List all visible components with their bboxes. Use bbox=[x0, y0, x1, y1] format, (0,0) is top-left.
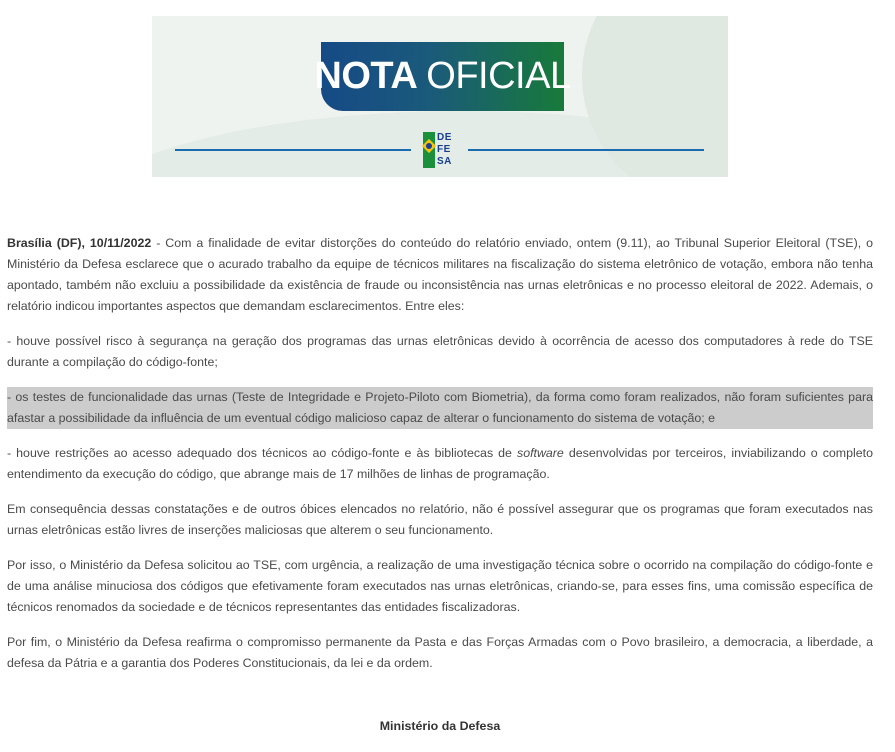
paragraph-request: Por isso, o Ministério da Defesa solicitou ao TSE, com urgência, a realização de uma investigação técnica sobre o ocorrido na compilação do código-fonte e de uma análise minuciosa dos códigos que efetivamente foram executados nas urnas eletrônicas, criando-se, para esses fins, uma comissão específica de técnicos renomados da sociedade e de técnicos representantes das entidades fiscalizadoras. bbox=[7, 558, 873, 614]
logo-wordmark bbox=[437, 132, 452, 168]
banner-divider-right bbox=[468, 149, 704, 151]
article-body bbox=[7, 233, 873, 688]
item3-text-before: - houve restrições ao acesso adequado dos técnicos ao código-fonte e às bibliotecas de bbox=[7, 446, 517, 460]
intro-paragraph bbox=[7, 233, 873, 317]
list-item-2-highlighted: - os testes de funcionalidade das urnas (Teste de Integridade e Projeto-Piloto com Biometria), da forma como foram realizados, não foram suficientes para afastar a possibilidade da influência de um eventual código malicioso capaz de alterar o funcionamento do sistema de votação; e bbox=[7, 387, 873, 429]
logo-text-line: DE bbox=[437, 132, 452, 143]
list-item-1: - houve possível risco à segurança na geração dos programas das urnas eletrônicas devido à ocorrência de acesso dos computadores à rede do TSE durante a compilação do código-fonte; bbox=[7, 334, 873, 369]
banner-title bbox=[314, 42, 571, 111]
banner-title-light: OFICIAL bbox=[426, 55, 571, 97]
nota-oficial-banner bbox=[152, 16, 728, 177]
logo-text-line: SA bbox=[437, 156, 452, 167]
list-item-3 bbox=[7, 443, 873, 485]
intro-text: - Com a finalidade de evitar distorções do conteúdo do relatório enviado, ontem (9.11), ao Tribunal Superior Eleitoral (TSE), o Ministério da Defesa esclarece que o acurado trabalho da equipe de técnicos militares na fiscalização do sistema eletrônico de votação, embora não tenha apontado, também não excluiu a possibilidade da existência de fraude ou inconsistência nas urnas eletrônicas e no processo eleitoral de 2022. Ademais, o relatório indicou importantes aspectos que demandam esclarecimentos. Entre eles: bbox=[7, 236, 873, 313]
item3-italic: software bbox=[517, 446, 564, 460]
logo-text-line: FE bbox=[437, 144, 451, 155]
dateline: Brasília (DF), 10/11/2022 bbox=[7, 236, 152, 250]
paragraph-consequences: Em consequência dessas constatações e de outros óbices elencados no relatório, não é possível assegurar que os programas que foram executados nas urnas eletrônicas estão livres de inserções maliciosas que alterem o seu funcionamento. bbox=[7, 502, 873, 537]
defesa-logo bbox=[423, 132, 463, 170]
banner-divider-left bbox=[175, 149, 411, 151]
signature: Ministério da Defesa bbox=[379, 719, 501, 733]
banner-title-bold: NOTA bbox=[314, 55, 418, 97]
logo-globe bbox=[426, 143, 432, 149]
paragraph-closing: Por fim, o Ministério da Defesa reafirma o compromisso permanente da Pasta e das Forças Armadas com o Povo brasileiro, a democracia, a liberdade, a defesa da Pátria e a garantia dos Poderes Constitucionais, da lei e da ordem. bbox=[7, 635, 873, 670]
item3-text-after: desenvolvidas por terceiros, inviabilizando o completo entendimento da execução do código, que abrange mais de 17 milhões de linhas de programação. bbox=[7, 446, 873, 481]
